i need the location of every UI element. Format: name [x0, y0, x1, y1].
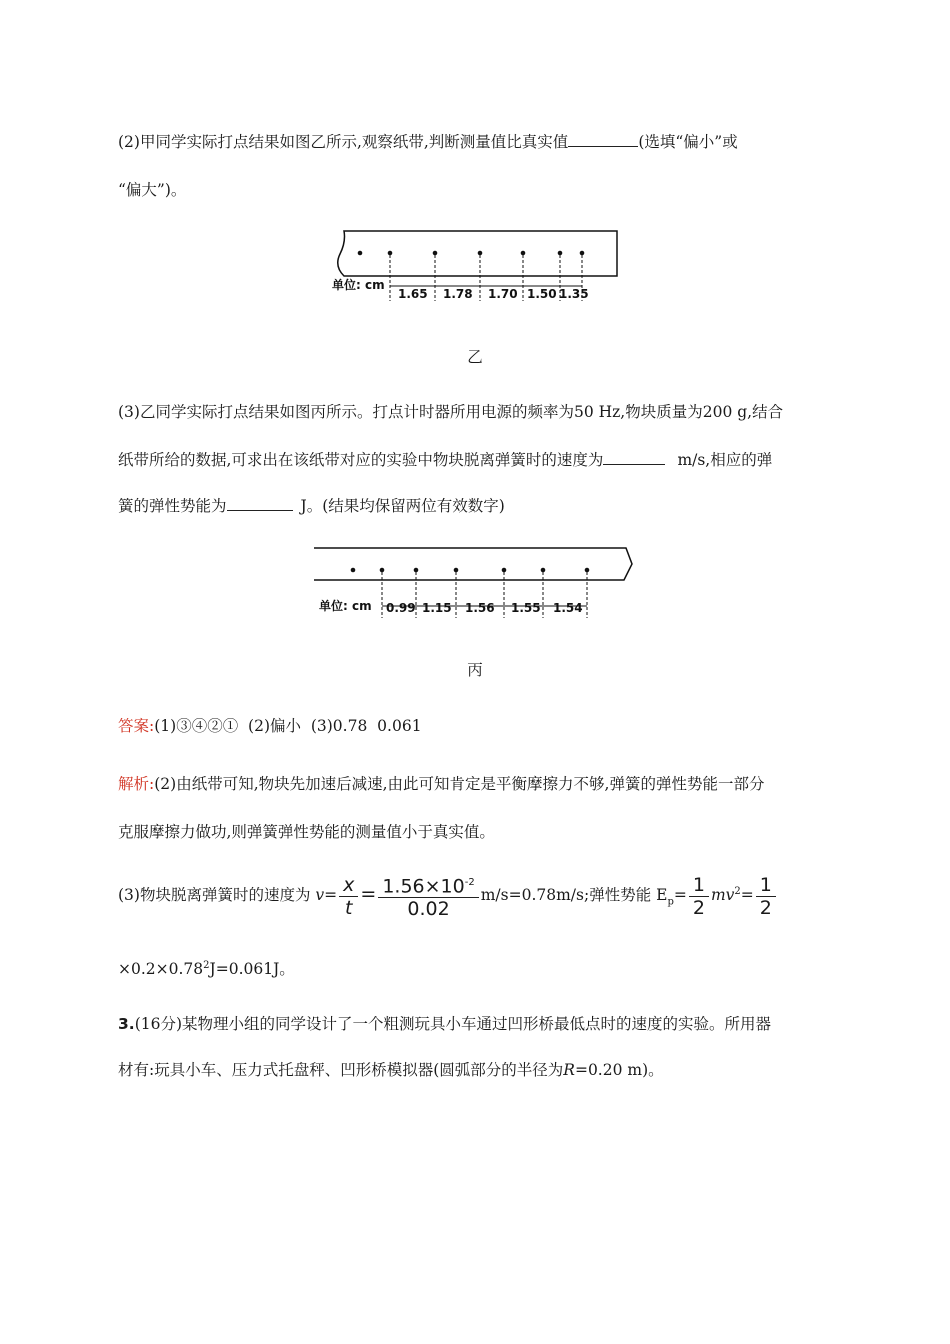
tape-dot	[521, 251, 526, 256]
answer-blank	[603, 450, 665, 465]
equation-intro: (3)物块脱离弹簧时的速度为	[118, 886, 316, 905]
fraction-one-half	[756, 874, 776, 919]
tape-dot	[351, 568, 356, 573]
question-3-line-2	[118, 1060, 664, 1080]
segment-label: 0.99	[386, 601, 416, 615]
subscript-p: p	[667, 896, 674, 908]
segment-label: 1.78	[443, 287, 473, 301]
tape-dot	[433, 251, 438, 256]
square-exponent: 2	[734, 886, 741, 898]
numerator-value: 1.56×10	[382, 875, 465, 898]
question-2-part-3-line-2	[118, 450, 772, 470]
unit-label: 单位: cm	[319, 599, 372, 613]
segment-label: 1.70	[488, 287, 518, 301]
analysis-line-2: 克服摩擦力做功,则弹簧弹性势能的测量值小于真实值。	[118, 823, 495, 841]
answer-blank	[568, 132, 638, 147]
tape-dot	[414, 568, 419, 573]
ticker-tape-figure-yi	[330, 226, 625, 306]
fraction-denominator: 0.02	[407, 898, 450, 921]
calc-result: J=0.061J。	[209, 960, 295, 979]
figure-caption-bing: 丙	[467, 661, 483, 679]
fraction-numerator	[378, 872, 478, 898]
question-text: J。(结果均保留两位有效数字)	[300, 497, 505, 515]
question-3-line-1	[118, 1014, 771, 1034]
equals-sign: =	[740, 886, 754, 905]
unit-label: 单位: cm	[332, 278, 385, 292]
tape-dot	[454, 568, 459, 573]
question-2-part-2-line-1	[118, 132, 738, 152]
analysis-line-1	[118, 774, 764, 794]
fraction-x-over-t	[339, 874, 358, 919]
question-number: 3.	[118, 1015, 135, 1033]
tape-dot	[502, 568, 507, 573]
segment-label: 1.15	[422, 601, 452, 615]
question-text: 纸带所给的数据,可求出在该纸带对应的实验中物块脱离弹簧时的速度为	[118, 451, 604, 469]
fraction-one-half	[689, 874, 709, 919]
fraction-numerator: 1	[689, 874, 709, 897]
segment-label: 1.54	[553, 601, 583, 615]
question-text: (16分)某物理小组的同学设计了一个粗测玩具小车通过凹形桥最低点时的速度的实验。所用器	[134, 1015, 772, 1033]
ticker-tape-figure-bing	[314, 542, 644, 624]
segment-label: 1.65	[398, 287, 428, 301]
question-2-part-3-line-1: (3)乙同学实际打点结果如图丙所示。打点计时器所用电源的频率为50 Hz,物块质量为200 g,结合	[118, 403, 784, 421]
numerator-exponent: -2	[464, 877, 475, 888]
tape-dot	[541, 568, 546, 573]
figure-caption-yi: 乙	[467, 348, 483, 366]
radius-symbol: R	[563, 1061, 575, 1079]
equals-sign: =	[324, 886, 338, 905]
mv-symbol: mv	[710, 886, 735, 905]
equation-mid: m/s=0.78m/s;弹性势能 E	[480, 886, 668, 905]
tape-dot	[388, 251, 393, 256]
equals-sign: =	[673, 886, 687, 905]
question-2-part-3-line-3	[118, 496, 505, 516]
answer-line	[118, 716, 422, 736]
tape-outline	[314, 548, 632, 580]
question-text: =0.20 m)。	[574, 1061, 664, 1079]
fraction-denominator: 2	[759, 896, 772, 919]
question-text: 材有:玩具小车、压力式托盘秤、凹形桥模拟器(圆弧部分的半径为	[118, 1061, 564, 1079]
answer-blank	[227, 496, 293, 511]
segment-label: 1.35	[559, 287, 589, 301]
question-text: 簧的弹性势能为	[118, 497, 227, 515]
fraction-denominator: 2	[692, 896, 705, 919]
fraction-numerator: 1	[756, 874, 776, 897]
analysis-equation-line	[118, 872, 778, 920]
segment-label: 1.56	[465, 601, 495, 615]
answer-label: 答案:	[118, 717, 155, 735]
square-exponent: 2	[203, 960, 210, 971]
fraction-velocity-value	[378, 872, 478, 920]
question-text: (选填“偏小”或	[638, 133, 738, 151]
fraction-denominator: t	[345, 896, 353, 919]
calc-text: ×0.2×0.78	[118, 960, 204, 979]
tape-dot	[358, 251, 363, 256]
tape-dot	[380, 568, 385, 573]
tape-outline	[338, 231, 617, 276]
analysis-label: 解析:	[118, 775, 155, 793]
question-2-part-2-line-2: “偏大”)。	[118, 181, 187, 199]
tape-dot	[558, 251, 563, 256]
fraction-numerator: x	[339, 874, 358, 897]
question-text: m/s,相应的弹	[677, 451, 773, 469]
segment-label: 1.55	[511, 601, 541, 615]
segment-label: 1.50	[527, 287, 557, 301]
equals-sign: =	[360, 883, 377, 906]
analysis-line-4	[118, 956, 295, 979]
tape-dot	[478, 251, 483, 256]
question-text: (2)甲同学实际打点结果如图乙所示,观察纸带,判断测量值比真实值	[118, 133, 569, 151]
velocity-symbol: v	[315, 886, 325, 905]
tape-dot	[585, 568, 590, 573]
analysis-text: (2)由纸带可知,物块先加速后减速,由此可知肯定是平衡摩擦力不够,弹簧的弹性势能一部分	[154, 775, 765, 793]
answer-text: (1)③④②① (2)偏小 (3)0.78 0.061	[154, 717, 422, 735]
tape-dot	[580, 251, 585, 256]
